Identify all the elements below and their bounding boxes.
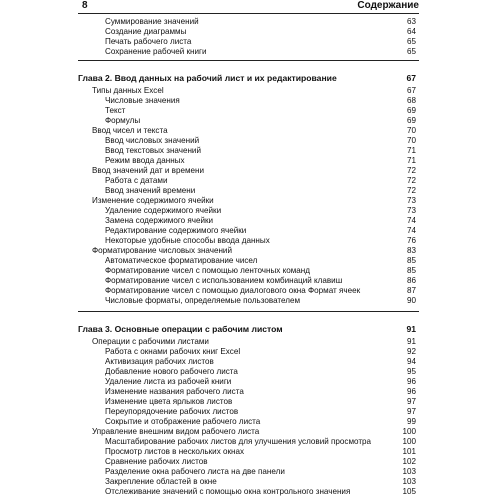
toc-section[interactable] [78,196,419,206]
toc-section[interactable] [78,246,419,256]
toc-chapter[interactable] [78,322,419,337]
toc-entry-title: Операции с рабочими листами [92,337,209,346]
toc-section[interactable] [78,337,419,347]
toc-entry-title: Работа с окнами рабочих книг Excel [105,347,241,356]
toc-subsection[interactable] [78,467,419,477]
toc-subsection[interactable] [78,176,419,186]
toc-entry-title: Добавление нового рабочего листа [105,367,238,376]
toc-entry-page: 74 [406,226,416,235]
toc-entry-page: 64 [406,27,416,36]
running-title: Содержание [357,0,419,11]
toc-subsection[interactable] [78,186,419,196]
toc-entry-title: Работа с датами [105,176,168,185]
toc-subsection[interactable] [78,27,419,37]
toc-entry-title: Закрепление областей в окне [105,477,217,486]
toc-subsection[interactable] [78,357,419,367]
toc-entry-title: Форматирование чисел с использованием комбинаций клавиш [105,276,343,285]
toc-subsection[interactable] [78,417,419,427]
toc-entry-page: 86 [406,276,416,285]
toc-entry-page: 70 [406,136,416,145]
toc-section[interactable] [78,86,419,96]
chapter-divider [78,60,419,71]
toc-subsection[interactable] [78,116,419,126]
toc-subsection[interactable] [78,387,419,397]
toc-entry-page: 69 [406,106,416,115]
toc-subsection[interactable] [78,216,419,226]
toc-entry-page: 100 [402,427,416,436]
toc-entry-title: Отслеживание значений с помощью окна контрольного значения [105,487,351,496]
toc-entry-page: 74 [406,216,416,225]
table-of-contents [78,17,419,497]
toc-entry-page: 96 [406,377,416,386]
toc-subsection[interactable] [78,146,419,156]
toc-entry-page: 94 [406,357,416,366]
toc-entry-title: Изменение содержимого ячейки [92,196,214,205]
toc-subsection[interactable] [78,136,419,146]
toc-section[interactable] [78,126,419,136]
toc-entry-title: Форматирование чисел с помощью ленточных команд [105,266,310,275]
toc-entry-title: Переупорядочение рабочих листов [105,407,239,416]
toc-entry-page: 91 [406,324,416,334]
toc-subsection[interactable] [78,206,419,216]
toc-subsection[interactable] [78,296,419,306]
toc-subsection[interactable] [78,286,419,296]
toc-subsection[interactable] [78,47,419,57]
toc-entry-page: 67 [406,73,416,83]
toc-subsection[interactable] [78,437,419,447]
toc-entry-page: 71 [406,146,416,155]
toc-subsection[interactable] [78,347,419,357]
toc-entry-title: Числовые значения [105,96,180,105]
toc-entry-page: 87 [406,286,416,295]
toc-entry-page: 73 [406,206,416,215]
toc-subsection[interactable] [78,266,419,276]
toc-entry-page: 63 [406,17,416,26]
toc-entry-title: Удаление листа из рабочей книги [105,377,232,386]
toc-entry-page: 96 [406,387,416,396]
toc-entry-title: Изменение названия рабочего листа [105,387,244,396]
toc-subsection[interactable] [78,457,419,467]
toc-chapter[interactable] [78,71,419,86]
toc-entry-title: Удаление содержимого ячейки [105,206,222,215]
toc-entry-title: Замена содержимого ячейки [105,216,214,225]
toc-entry-title: Сохранение рабочей книги [105,47,207,56]
toc-entry-title: Ввод числовых значений [105,136,200,145]
toc-entry-title: Просмотр листов в нескольких окнах [105,447,245,456]
toc-subsection[interactable] [78,17,419,27]
toc-entry-page: 95 [406,367,416,376]
toc-entry-title: Сокрытие и отображение рабочего листа [105,417,261,426]
toc-entry-title: Числовые форматы, определяемые пользователем [105,296,301,305]
toc-section[interactable] [78,427,419,437]
toc-entry-page: 101 [402,447,416,456]
toc-entry-title: Режим ввода данных [105,156,185,165]
toc-subsection[interactable] [78,226,419,236]
toc-entry-page: 97 [406,407,416,416]
toc-entry-page: 83 [406,246,416,255]
toc-entry-page: 72 [406,166,416,175]
toc-entry-title: Ввод значений дат и времени [92,166,205,175]
toc-entry-title: Глава 2. Ввод данных на рабочий лист и их редактирование [78,73,337,83]
toc-entry-page: 103 [402,477,416,486]
toc-subsection[interactable] [78,397,419,407]
toc-subsection[interactable] [78,276,419,286]
toc-entry-page: 65 [406,37,416,46]
toc-subsection[interactable] [78,447,419,457]
toc-entry-title: Глава 3. Основные операции с рабочим листом [78,324,283,334]
toc-entry-page: 91 [406,337,416,346]
toc-entry-title: Ввод значений времени [105,186,196,195]
toc-entry-page: 100 [402,437,416,446]
toc-entry-title: Автоматическое форматирование чисел [105,256,258,265]
toc-entry-page: 103 [402,467,416,476]
toc-entry-page: 90 [406,296,416,305]
toc-entry-page: 72 [406,186,416,195]
toc-entry-page: 69 [406,116,416,125]
toc-entry-page: 76 [406,236,416,245]
toc-entry-page: 65 [406,47,416,56]
toc-entry-title: Формулы [105,116,141,125]
toc-entry-page: 67 [406,86,416,95]
toc-entry-title: Форматирование чисел с помощью диалогового окна Формат ячеек [105,286,361,295]
toc-entry-title: Суммирование значений [105,17,199,26]
chapter-divider [78,311,419,322]
toc-entry-title: Изменение цвета ярлыков листов [105,397,233,406]
toc-entry-page: 105 [402,487,416,496]
toc-entry-page: 99 [406,417,416,426]
toc-entry-page: 72 [406,176,416,185]
toc-entry-title: Форматирование числовых значений [92,246,232,255]
toc-entry-title: Редактирование содержимого ячейки [105,226,247,235]
toc-entry-title: Управление внешним видом рабочего листа [92,427,260,436]
running-header [78,0,419,14]
toc-subsection[interactable] [78,96,419,106]
toc-section[interactable] [78,166,419,176]
toc-entry-title: Создание диаграммы [105,27,187,36]
toc-subsection[interactable] [78,37,419,47]
toc-entry-title: Ввод чисел и текста [92,126,168,135]
toc-subsection[interactable] [78,106,419,116]
toc-entry-title: Сравнение рабочих листов [105,457,208,466]
toc-entry-page: 102 [402,457,416,466]
toc-subsection[interactable] [78,477,419,487]
toc-subsection[interactable] [78,236,419,246]
toc-subsection[interactable] [78,256,419,266]
page-number: 8 [82,0,88,11]
toc-entry-page: 97 [406,397,416,406]
toc-subsection[interactable] [78,487,419,497]
toc-subsection[interactable] [78,367,419,377]
toc-entry-page: 71 [406,156,416,165]
toc-subsection[interactable] [78,156,419,166]
toc-entry-title: Разделение окна рабочего листа на две панели [105,467,285,476]
toc-entry-page: 70 [406,126,416,135]
toc-entry-title: Активизация рабочих листов [105,357,214,366]
toc-entry-title: Типы данных Excel [92,86,164,95]
toc-entry-title: Масштабирование рабочих листов для улучшения условий просмотра [105,437,372,446]
toc-entry-page: 92 [406,347,416,356]
toc-entry-title: Ввод текстовых значений [105,146,201,155]
toc-entry-page: 85 [406,266,416,275]
toc-entry-page: 85 [406,256,416,265]
toc-entry-page: 73 [406,196,416,205]
toc-entry-title: Печать рабочего листа [105,37,192,46]
toc-subsection[interactable] [78,407,419,417]
toc-entry-title: Текст [105,106,126,115]
toc-entry-title: Некоторые удобные способы ввода данных [105,236,270,245]
toc-subsection[interactable] [78,377,419,387]
toc-entry-page: 68 [406,96,416,105]
